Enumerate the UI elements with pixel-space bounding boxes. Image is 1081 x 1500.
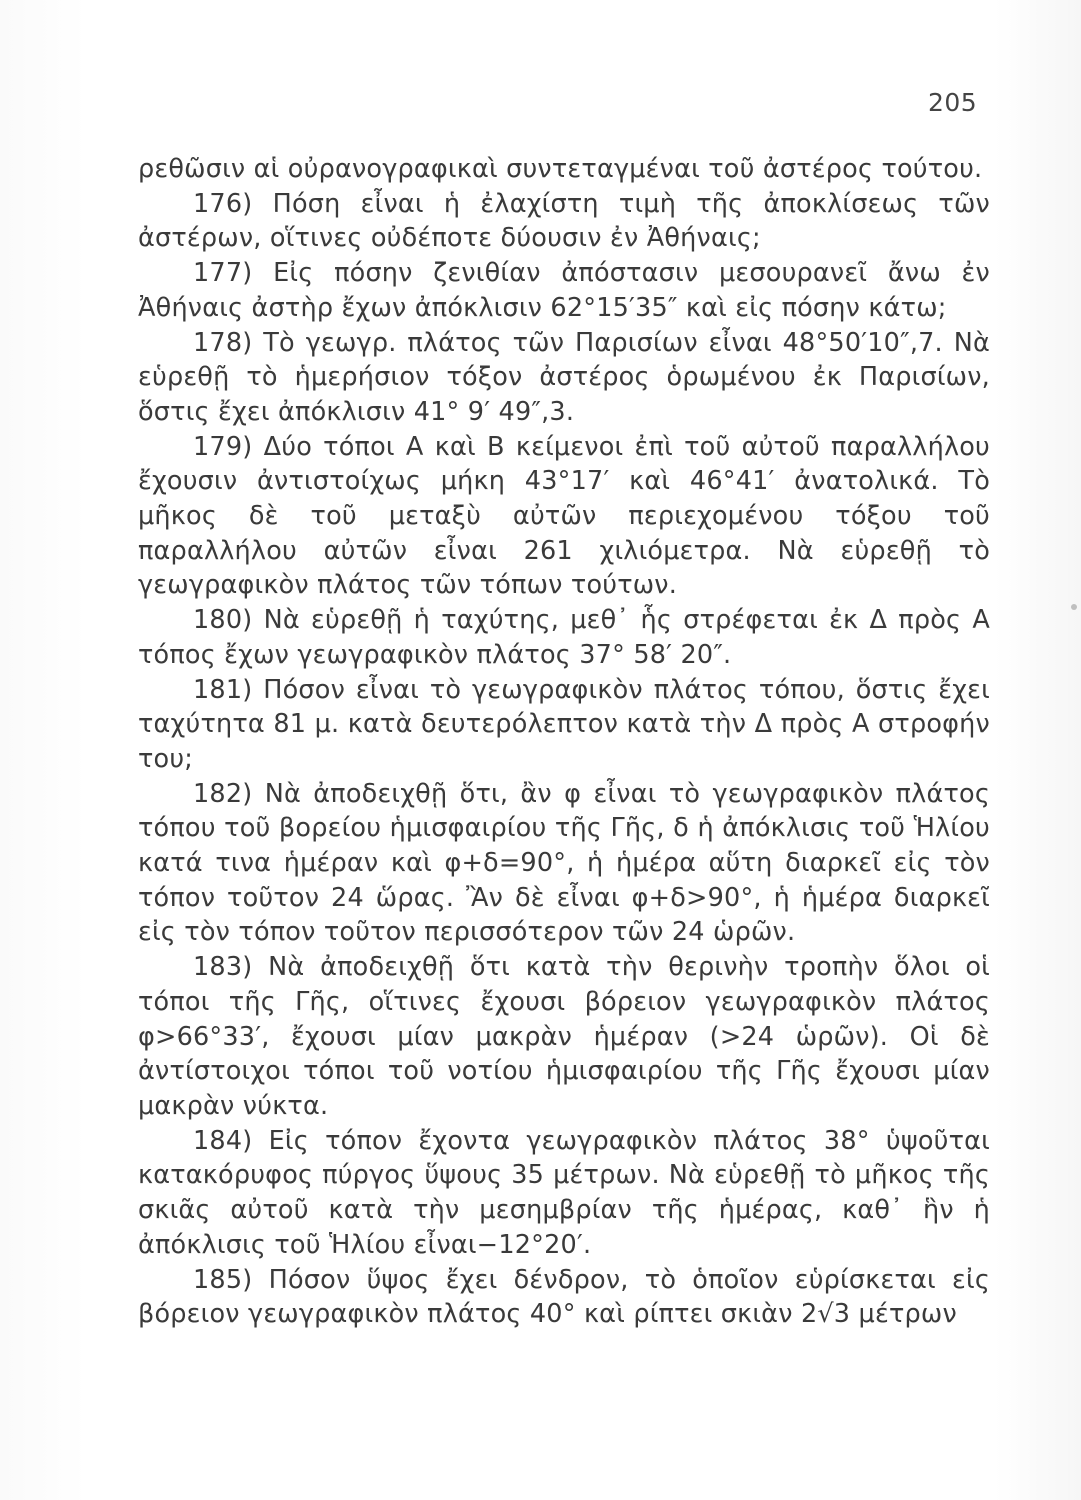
problem-180: 180) Νὰ εὑρεθῇ ἡ ταχύτης, μεθ᾽ ἧς στρέφεται ἐκ Δ πρὸς Α τόπος ἔχων γεωγραφικὸν πλάτος 37° 58′ 20″. (138, 605, 990, 670)
problem-181: 181) Πόσον εἶναι τὸ γεωγραφικὸν πλάτος τόπου, ὅστις ἔχει ταχύτητα 81 μ. κατὰ δευτερόλεπτον κατὰ τὴν Δ πρὸς Α στροφήν του; (138, 674, 990, 774)
problem-179: 179) Δύο τόποι Α καὶ Β κείμενοι ἐπὶ τοῦ αὐτοῦ παραλλήλου ἔχουσιν ἀντιστοίχως μήκη 43°17′ καὶ 46°41′ ἀνατολικά. Τὸ μῆκος δὲ τοῦ μεταξὺ αὐτῶν περιεχομένου τόξου τοῦ παραλλήλου αὐτῶν εἶναι 261 χιλιόμετρα. Νὰ εὑρεθῇ τὸ γεωγραφικὸν πλάτος τῶν τόπων τούτων. (138, 431, 990, 601)
problem-177: 177) Εἰς πόσην ζενιθίαν ἀπόστασιν μεσουρανεῖ ἄνω ἐν Ἀθήναις ἀστὴρ ἔχων ἀπόκλισιν 62°15′35″ καὶ εἰς πόσην κάτω; (138, 258, 990, 323)
paragraph-continuation: ρεθῶσιν αἱ οὐρανογραφικαὶ συντεταγμέναι τοῦ ἀστέρος τούτου. (138, 154, 983, 184)
paper-mark (1071, 604, 1077, 610)
problem-text-block (138, 152, 990, 1332)
problem-184: 184) Εἰς τόπον ἔχοντα γεωγραφικὸν πλάτος 38° ὑψοῦται κατακόρυφος πύργος ὕψους 35 μέτρων. Νὰ εὑρεθῇ τὸ μῆκος τῆς σκιᾶς αὐτοῦ κατὰ τὴν μεσημβρίαν τῆς ἡμέρας, καθ᾽ ἣν ἡ ἀπόκλισις τοῦ Ἡλίου εἶναι−12°20′. (138, 1125, 990, 1260)
page-number: 205 (928, 88, 978, 117)
problem-178: 178) Τὸ γεωγρ. πλάτος τῶν Παρισίων εἶναι 48°50′10″,7. Νὰ εὑρεθῇ τὸ ἡμερήσιον τόξον ἀστέρος ὁρωμένου ἐκ Παρισίων, ὅστις ἔχει ἀπόκλισιν 41° 9′ 49″,3. (138, 327, 990, 427)
problem-176: 176) Πόση εἶναι ἡ ἐλαχίστη τιμὴ τῆς ἀποκλίσεως τῶν ἀστέρων, οἵτινες οὐδέποτε δύουσιν ἐν Ἀθήναις; (138, 188, 990, 254)
problem-182: 182) Νὰ ἀποδειχθῇ ὅτι, ἂν φ εἶναι τὸ γεωγραφικὸν πλάτος τόπου τοῦ βορείου ἡμισφαιρίου τῆς Γῆς, δ ἡ ἀπόκλισις τοῦ Ἡλίου κατά τινα ἡμέραν καὶ φ+δ=90°, ἡ ἡμέρα αὕτη διαρκεῖ εἰς τὸν τόπον τοῦτον 24 ὥρας. Ἂν δὲ εἶναι φ+δ>90°, ἡ ἡμέρα διαρκεῖ εἰς τὸν τόπον τοῦτον περισσότερον τῶν 24 ὡρῶν. (138, 778, 990, 948)
problem-185: 185) Πόσον ὕψος ἔχει δένδρον, τὸ ὁποῖον εὑρίσκεται εἰς βόρειον γεωγραφικὸν πλάτος 40° καὶ ρίπτει σκιὰν 2√3 μέτρων (138, 1264, 990, 1330)
problem-183: 183) Νὰ ἀποδειχθῇ ὅτι κατὰ τὴν θερινὴν τροπὴν ὅλοι οἱ τόποι τῆς Γῆς, οἵτινες ἔχουσι βόρειον γεωγραφικὸν πλάτος φ>66°33′, ἔχουσι μίαν μακρὰν ἡμέραν (>24 ὡρῶν). Οἱ δὲ ἀντίστοιχοι τόποι τοῦ νοτίου ἡμισφαιρίου τῆς Γῆς ἔχουσι μίαν μακρὰν νύκτα. (138, 952, 990, 1121)
